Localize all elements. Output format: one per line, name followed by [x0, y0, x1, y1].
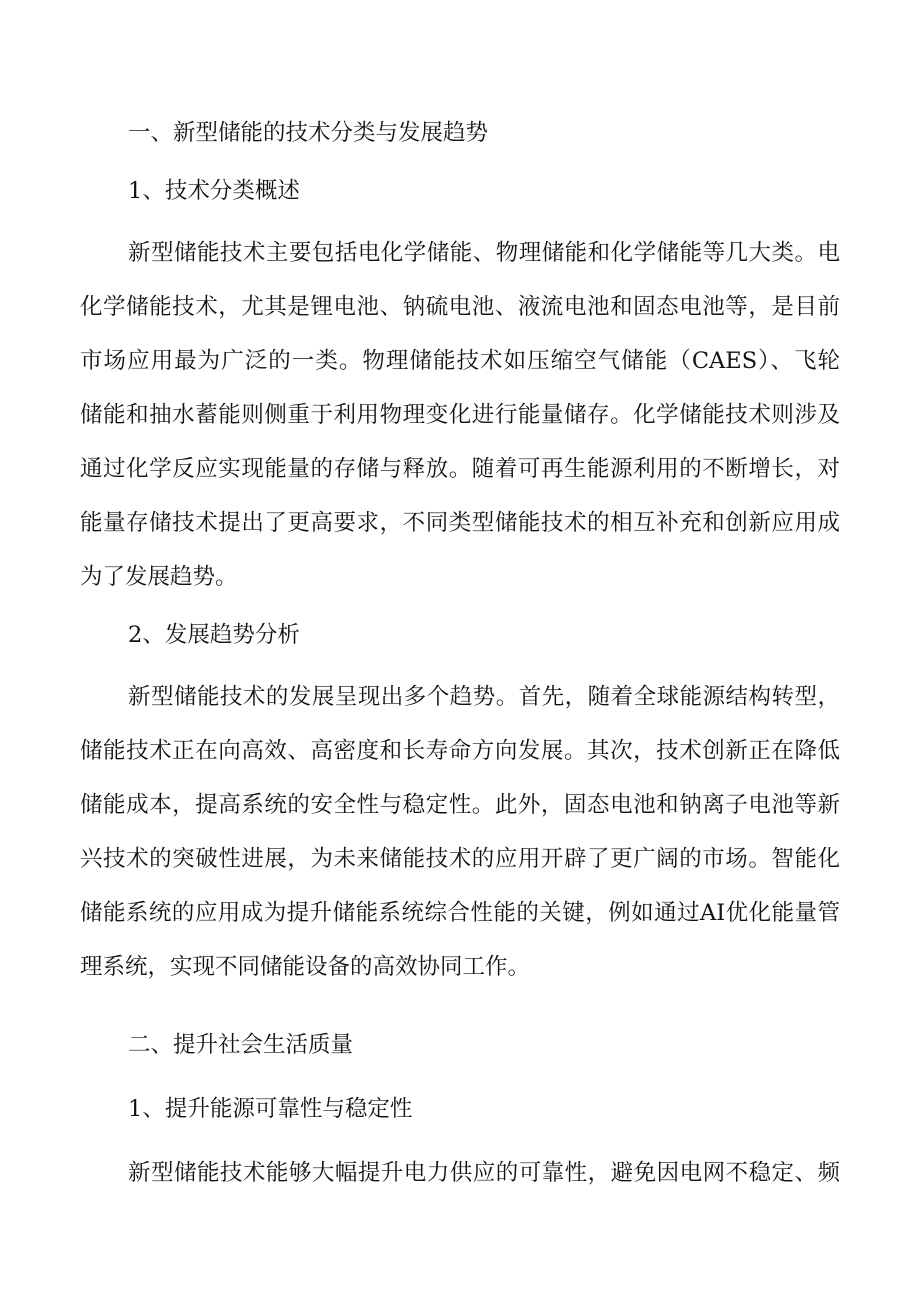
- paragraph-line: 能量存储技术提出了更高要求，不同类型储能技术的相互补充和创新应用成: [80, 510, 840, 536]
- paragraph-line: 储能系统的应用成为提升储能系统综合性能的关键，例如通过AI优化能量管: [80, 900, 840, 926]
- paragraph-line: 通过化学反应实现能量的存储与释放。随着可再生能源利用的不断增长，对: [80, 456, 840, 482]
- paragraph-line: 为了发展趋势。: [80, 564, 238, 590]
- subsection-heading-1-2: 2、发展趋势分析: [128, 622, 300, 648]
- section-heading-1: 一、新型储能的技术分类与发展趋势: [128, 120, 489, 146]
- subsection-heading-1-1: 1、技术分类概述: [128, 178, 300, 204]
- paragraph-line: 储能技术正在向高效、高密度和长寿命方向发展。其次，技术创新正在降低: [80, 738, 840, 764]
- paragraph-line: 化学储能技术，尤其是锂电池、钠硫电池、液流电池和固态电池等，是目前: [80, 294, 840, 320]
- section-heading-2: 二、提升社会生活质量: [128, 1032, 354, 1058]
- paragraph-line: 市场应用最为广泛的一类。物理储能技术如压缩空气储能（CAES）、飞轮: [80, 348, 840, 374]
- paragraph-line: 新型储能技术能够大幅提升电力供应的可靠性，避免因电网不稳定、频: [128, 1160, 840, 1186]
- paragraph-line: 理系统，实现不同储能设备的高效协同工作。: [80, 954, 531, 980]
- paragraph-line: 储能和抽水蓄能则侧重于利用物理变化进行能量储存。化学储能技术则涉及: [80, 402, 840, 428]
- paragraph-line: 兴技术的突破性进展，为未来储能技术的应用开辟了更广阔的市场。智能化: [80, 846, 840, 872]
- paragraph-line: 储能成本，提高系统的安全性与稳定性。此外，固态电池和钠离子电池等新: [80, 792, 840, 818]
- paragraph-line: 新型储能技术主要包括电化学储能、物理储能和化学储能等几大类。电: [128, 240, 840, 266]
- paragraph-line: 新型储能技术的发展呈现出多个趋势。首先，随着全球能源结构转型，: [128, 684, 840, 710]
- subsection-heading-2-1: 1、提升能源可靠性与稳定性: [128, 1096, 413, 1122]
